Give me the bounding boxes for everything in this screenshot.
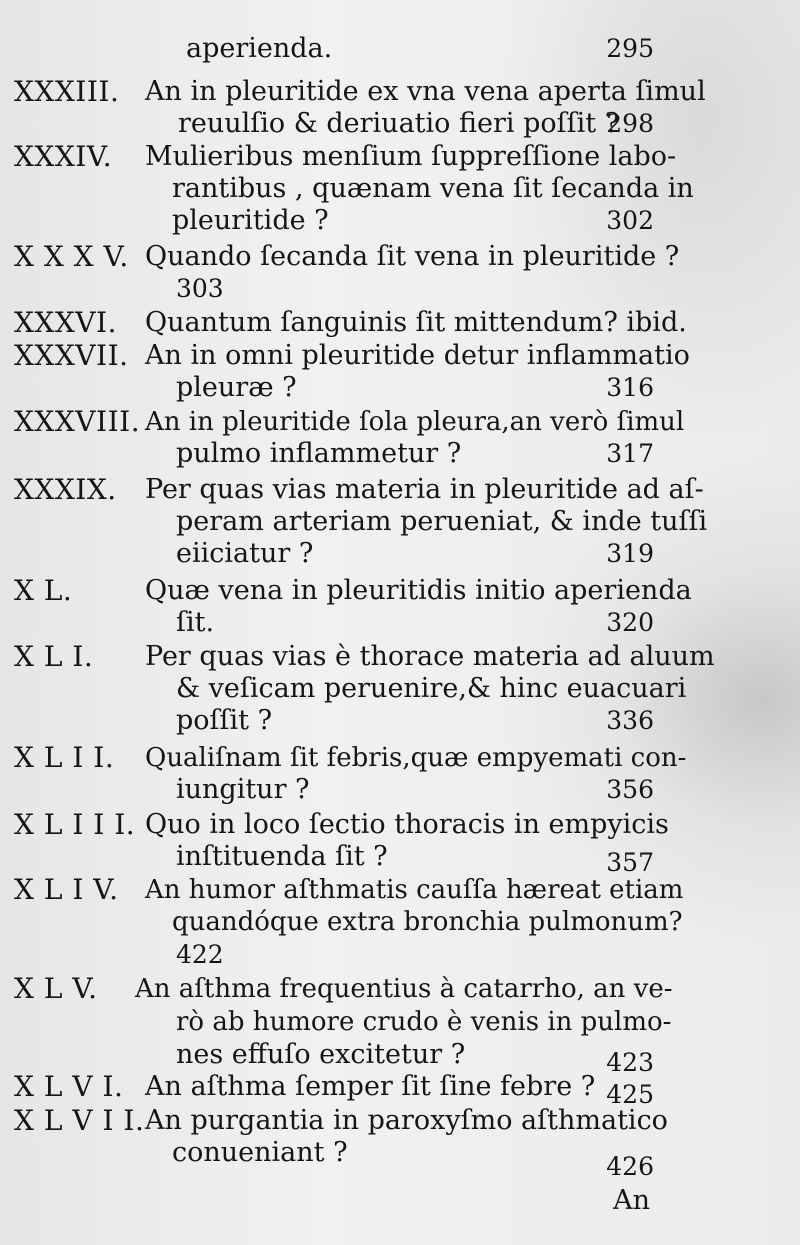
entry-number: XXXIII. — [14, 75, 120, 108]
entry-line: An purgantia in paroxyſmo aſthmatico — [145, 1105, 668, 1136]
entry-line: quandóque extra bronchia pulmonum? — [172, 907, 683, 937]
entry-line: Qualiſnam ſit febris,quæ empyemati con- — [145, 743, 687, 773]
entry-line: Quando ſecanda ſit vena in pleuritide ? — [145, 241, 680, 272]
entry-number: XXXVII. — [14, 339, 129, 372]
entry-number: X L. — [14, 574, 73, 607]
page-number: 423 — [606, 1048, 654, 1077]
entry-line: iungitur ? — [176, 774, 310, 805]
entry-line: pleuræ ? — [176, 372, 297, 403]
entry-line: ſit. — [176, 607, 215, 638]
entry-line: An humor aſthmatis cauſſa hæreat etiam — [145, 875, 684, 905]
entry-line: poſſit ? — [176, 705, 273, 736]
entry-line: Quantum ſanguinis ſit mittendum? ibid. — [145, 307, 687, 338]
catchword: An — [613, 1185, 650, 1216]
entry-number: XXXIV. — [14, 140, 113, 173]
entry-line: An in omni pleuritide detur inflammatio — [145, 340, 690, 371]
page-number: 303 — [176, 274, 224, 303]
page-number: 336 — [606, 706, 654, 735]
entry-number: XXXVI. — [14, 306, 117, 339]
entry-line: An in pleuritide ex vna vena aperta ſimul — [145, 76, 706, 107]
entry-line: nes effuſo excitetur ? — [176, 1039, 466, 1070]
entry-number: X L I I. — [14, 741, 115, 774]
page-number: 317 — [606, 439, 654, 468]
entry-line: pleuritide ? — [172, 205, 329, 236]
entry-number: X L V I. — [14, 1070, 124, 1103]
entry-line: reuulſio & deriuatio fieri poſſit ? — [178, 108, 620, 139]
entry-line: rò ab humore crudo è venis in pulmo- — [176, 1007, 672, 1037]
entry-line: pulmo inflammetur ? — [176, 438, 462, 469]
page-number: 298 — [606, 109, 654, 138]
entry-line: peram arteriam perueniat, & inde tuſſi — [176, 506, 708, 537]
page-number: 316 — [606, 373, 654, 402]
page-number: 422 — [176, 940, 224, 969]
entry-line: An aſthma frequentius à catarrho, an ve- — [135, 974, 673, 1004]
entry-number: X L I V. — [14, 873, 119, 906]
entry-line: Quo in loco ſectio thoracis in empyicis — [145, 809, 669, 840]
entry-number: XXXVIII. — [14, 405, 141, 438]
page-number: 425 — [606, 1080, 654, 1109]
entry-number: X L I I I. — [14, 808, 136, 841]
entry-line: & veſicam peruenire,& hinc euacuari — [176, 673, 687, 704]
entry-line: Per quas vias materia in pleuritide ad aſ- — [145, 474, 704, 505]
entry-number: X L I. — [14, 640, 94, 673]
entry-line: inſtituenda ſit ? — [176, 841, 388, 872]
entry-line: Mulieribus menſium ſuppreſſione labo- — [145, 141, 677, 172]
page-number: 295 — [606, 34, 654, 63]
page-number: 320 — [606, 608, 654, 637]
entry-line: Per quas vias è thorace materia ad aluum — [145, 641, 715, 672]
entry-number: X X X V. — [14, 240, 129, 273]
entry-line: eiiciatur ? — [176, 538, 314, 569]
entry-line: rantibus , quænam vena ſit ſecanda in — [172, 173, 694, 204]
page-number: 426 — [606, 1152, 654, 1181]
first-line-text: aperienda. — [186, 33, 333, 64]
entry-number: X L V I I. — [14, 1104, 145, 1137]
entry-number: XXXIX. — [14, 473, 117, 506]
page-number: 319 — [606, 539, 654, 568]
entry-line: conueniant ? — [172, 1137, 348, 1168]
entry-line: Quæ vena in pleuritidis initio aperienda — [145, 575, 692, 606]
entry-line: An in pleuritide ſola pleura,an verò ſimul — [145, 407, 685, 437]
page-number: 302 — [606, 206, 654, 235]
page-number: 356 — [606, 775, 654, 804]
entry-number: X L V. — [14, 972, 98, 1005]
page-number: 357 — [606, 848, 654, 877]
entry-line: An aſthma ſemper ſit ſine febre ? — [145, 1071, 596, 1102]
